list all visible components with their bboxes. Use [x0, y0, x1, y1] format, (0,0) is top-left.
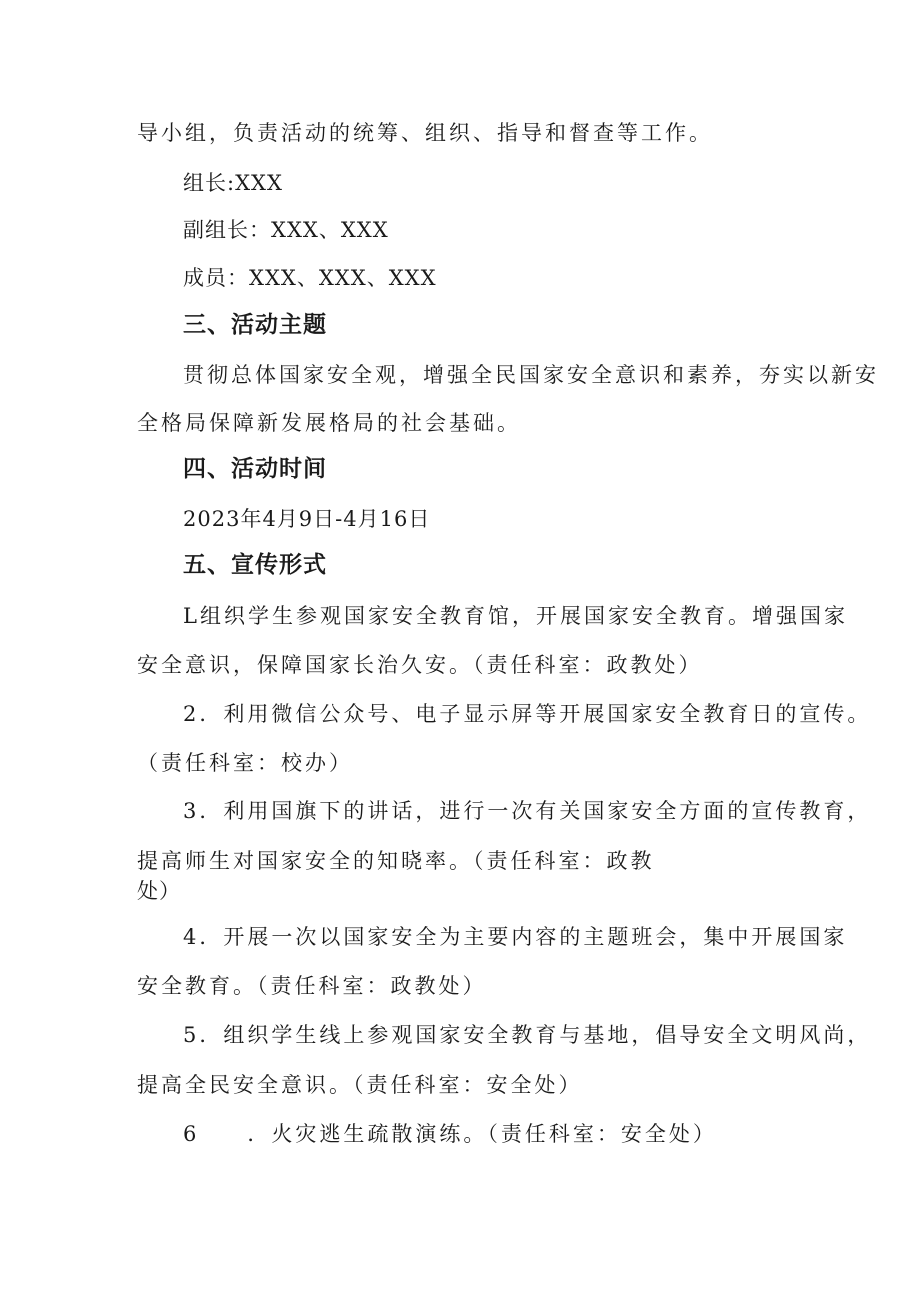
list-item-line: 5．组织学生线上参观国家安全教育与基地，倡导安全文明风尚， — [183, 1023, 872, 1047]
list-item-line: 处） — [137, 879, 181, 903]
list-item-line: 安全意识，保障国家长治久安。（责任科室：政教处） — [137, 653, 703, 677]
list-item-line: 6 ．火灾逃生疏散演练。（责任科室：安全处） — [183, 1122, 717, 1146]
section-heading-theme: 三、活动主题 — [183, 312, 327, 338]
section-heading-format: 五、宣传形式 — [183, 552, 327, 578]
list-item-line: L组织学生参观国家安全教育馆，开展国家安全教育。增强国家 — [183, 604, 848, 628]
list-item-line: 提高全民安全意识。（责任科室：安全处） — [137, 1073, 583, 1097]
list-item-line: 提高师生对国家安全的知晓率。（责任科室：政教 — [137, 849, 655, 873]
list-item-line: 安全教育。（责任科室：政教处） — [137, 974, 487, 998]
paragraph-line: 导小组，负责活动的统筹、组织、指导和督查等工作。 — [137, 121, 713, 145]
list-item-line: 2．利用微信公众号、电子显示屏等开展国家安全教育日的宣传。 — [183, 702, 872, 726]
section-heading-time: 四、活动时间 — [183, 456, 327, 482]
date-range-line: 2023年4月9日-4月16日 — [183, 507, 431, 531]
list-item-line: 4．开展一次以国家安全为主要内容的主题班会，集中开展国家 — [183, 925, 848, 949]
paragraph-line: 贯彻总体国家安全观，增强全民国家安全意识和素养，夯实以新安 — [183, 363, 879, 387]
leader-line: 组长:XXX — [183, 171, 283, 195]
paragraph-line: 全格局保障新发展格局的社会基础。 — [137, 411, 521, 435]
list-item-line: 3．利用国旗下的讲话，进行一次有关国家安全方面的宣传教育， — [183, 799, 872, 823]
list-item-line: （责任科室：校办） — [137, 751, 353, 775]
deputy-leader-line: 副组长：XXX、XXX — [183, 218, 389, 242]
members-line: 成员：XXX、XXX、XXX — [183, 266, 437, 290]
